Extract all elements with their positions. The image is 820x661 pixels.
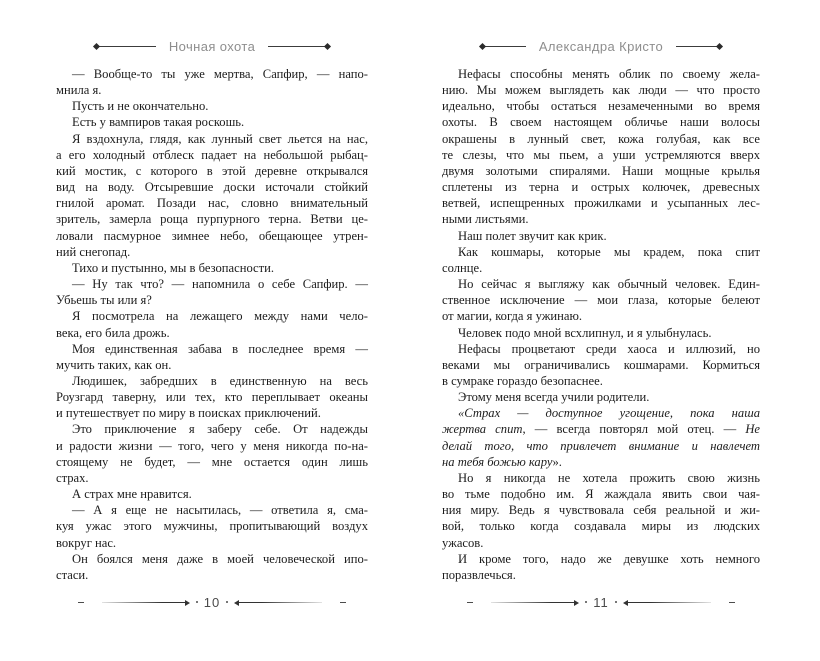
text-line: Но я никогда не хотела прожить свою жизнь <box>458 470 760 485</box>
folio-dot-icon <box>585 601 587 603</box>
ornament-rule <box>268 46 325 47</box>
paragraph <box>442 276 760 324</box>
italic-text-segment: Не <box>745 422 760 437</box>
text-line: Роузгард таверну, или тех, кто переплывает океаны <box>56 390 368 405</box>
paragraph <box>56 98 368 114</box>
text-line: двумя золотыми спиралями. Наши мощные крылья <box>442 163 760 178</box>
text-segment: ». <box>552 454 562 469</box>
text-line: кий мостик, с которого в этой деревне открывался <box>56 163 368 178</box>
paragraph <box>442 244 760 276</box>
folio-tick-icon <box>340 602 346 603</box>
text-line: окрашены в лунный свет, кожа голубая, как все <box>442 131 760 146</box>
text-line: стаси. <box>56 567 89 582</box>
folio-tick-icon <box>78 602 84 603</box>
running-head-title-right: Александра Кристо <box>538 39 664 54</box>
paragraph <box>442 66 760 228</box>
text-line: поразвлечься. <box>442 567 516 582</box>
text-line: гнилой аромат. Позади нас, словно внимательный <box>56 196 368 211</box>
paragraph <box>56 260 368 276</box>
italic-text-segment: «Страх — доступное угощение, пока наша <box>458 406 760 421</box>
text-line: ными листьями. <box>442 212 529 227</box>
ornament-diamond-icon <box>479 43 486 50</box>
text-line: Я вздохнула, глядя, как лунный свет льется на нас, <box>72 131 368 146</box>
text-line: Нефасы процветают среди хаоса и иллюзий, но <box>458 341 760 356</box>
running-head-title-left: Ночная охота <box>168 39 256 54</box>
paragraph <box>56 114 368 130</box>
text-line: Человек подо мной всхлипнул, и я улыбнулась. <box>458 325 712 340</box>
text-line: Моя единственная забава в последнее время — <box>72 341 368 356</box>
italic-text-segment: на тебя божью кару <box>442 454 553 469</box>
text-line: веками мы ограничивались кошмарами. Кормиться <box>442 357 760 372</box>
folio-dot-icon <box>615 601 617 603</box>
ornament-diamond-icon <box>324 43 331 50</box>
paragraph <box>442 405 760 470</box>
page-right <box>442 38 760 610</box>
ornament-rule <box>485 46 526 47</box>
paragraph <box>56 308 368 340</box>
text-line: во тьме подобно им. Я жаждала явить свои чая- <box>442 487 760 502</box>
folio-rule-right-icon <box>236 602 322 603</box>
text-line: — А я еще не насытилась, — ответила я, сма- <box>72 503 368 518</box>
text-line: стоящему не будет, — мне остается один лишь <box>56 454 368 469</box>
paragraph <box>56 551 368 583</box>
text-line: Как кошмары, которые мы крадем, пока спит <box>458 244 760 259</box>
text-line: Нефасы способны менять облик по своему жела- <box>458 67 760 81</box>
paragraph <box>56 373 368 421</box>
text-line: охоты. В своем настоящем обличье наши волосы <box>442 115 760 130</box>
folio-right <box>442 594 760 610</box>
paragraph <box>442 389 760 405</box>
text-line: куя ужас этого мужчины, пропитывающий воздух <box>56 519 368 534</box>
text-line: ужасов. <box>442 535 484 550</box>
text-line: И кроме того, надо же девушке хоть немного <box>458 551 760 566</box>
folio-dot-icon <box>226 601 228 603</box>
text-line: А страх мне нравится. <box>72 487 192 502</box>
text-line <box>442 438 760 454</box>
paragraph <box>56 421 368 486</box>
folio-rule-left-icon <box>491 602 577 603</box>
text-line <box>442 421 760 437</box>
text-line: вид на воду. Отсыревшие доски источали стойкий <box>56 180 368 195</box>
text-line: те слезы, что мы пьем, а уши устремляются вверх <box>442 147 760 162</box>
ornament-diamond-icon <box>716 43 723 50</box>
folio-tick-icon <box>729 602 735 603</box>
page-body-right <box>442 66 760 583</box>
text-line: Тихо и пустынно, мы в безопасности. <box>72 260 275 275</box>
text-line <box>442 454 760 470</box>
paragraph <box>56 486 368 502</box>
text-line: Наш полет звучит как крик. <box>458 228 607 243</box>
folio-left <box>56 594 368 610</box>
text-line: Убьешь ты или я? <box>56 293 152 308</box>
text-line <box>442 405 760 421</box>
paragraph <box>442 228 760 244</box>
text-line: а его холодный отблеск падает на небольшой рыбац- <box>56 147 368 162</box>
italic-text-segment: делай того, что привлечет внимание и навлечет <box>442 438 760 453</box>
text-line: Я посмотрела на лежащего между нами чело- <box>72 309 368 324</box>
text-line: Он боялся меня даже в моей человеческой ипо- <box>72 551 368 566</box>
paragraph <box>442 341 760 389</box>
paragraph <box>442 470 760 551</box>
text-line: Людишек, забредших в единственную на весь <box>72 373 368 388</box>
ornament-rule <box>676 46 717 47</box>
folio-rule-left-icon <box>102 602 188 603</box>
italic-text-segment: жертва спит <box>442 422 523 437</box>
text-line: солнце. <box>442 260 483 275</box>
text-line: ний снегопад. <box>56 244 131 259</box>
text-line: — Ну так что? — напомнила о себе Сапфир. — <box>72 277 368 292</box>
text-line: сплетены из терна и острых колючек, древесных <box>442 180 760 195</box>
page-body-left <box>56 66 368 583</box>
text-line: Этому меня всегда учили родители. <box>458 390 650 405</box>
text-line: Это приключение я заберу себе. От надежды <box>72 422 368 437</box>
text-line: мучить таких, как он. <box>56 357 172 372</box>
folio-tick-icon <box>467 602 473 603</box>
text-line: — Вообще-то ты уже мертва, Сапфир, — напо- <box>72 67 368 81</box>
text-line: ветвей, испещренных прожилками и усыпанных лес- <box>442 196 760 211</box>
page-left <box>56 38 368 610</box>
text-line: ственное исключение — мои глаза, которые белеют <box>442 293 760 308</box>
text-line: нию. Мы можем выглядеть как люди — что просто <box>442 83 760 98</box>
text-line: мнила я. <box>56 83 102 98</box>
text-line: вокруг нас. <box>56 535 117 550</box>
text-line: страх. <box>56 470 89 485</box>
page-number-right: 11 <box>593 594 609 610</box>
page-number-left: 10 <box>203 594 221 610</box>
text-line: и путешествует по миру в поисках приключений. <box>56 406 321 421</box>
text-segment: , — всегда повторял мой отец. — <box>522 422 746 437</box>
running-head-left <box>94 38 330 55</box>
paragraph <box>442 551 760 583</box>
text-line: и радости жизни — того, чего у меня никогда по-на- <box>56 438 368 453</box>
text-line: Есть у вампиров такая роскошь. <box>72 115 245 130</box>
text-line: идеально, чтобы остаться незамеченными во время <box>442 99 760 114</box>
text-line: в сумраке гораздо безопаснее. <box>442 373 603 388</box>
text-line: от магии, когда я ужинаю. <box>442 309 583 324</box>
text-line: Пусть и не окончательно. <box>72 99 209 114</box>
paragraph <box>56 276 368 308</box>
paragraph <box>56 66 368 98</box>
text-line: ловали пасмурное зимнее небо, обещающее утрен- <box>56 228 368 243</box>
text-line: века, его била дрожь. <box>56 325 170 340</box>
text-line: вой, только когда создавала миры из людских <box>442 519 760 534</box>
text-line: ния миру. Ведь я чувствовала себя реальной и жи- <box>442 503 760 518</box>
text-line: Но сейчас я выгляжу как обычный человек. Един- <box>458 277 760 292</box>
folio-dot-icon <box>196 601 198 603</box>
paragraph <box>442 325 760 341</box>
ornament-rule <box>99 46 156 47</box>
paragraph <box>56 131 368 260</box>
paragraph <box>56 341 368 373</box>
folio-rule-right-icon <box>625 602 711 603</box>
running-head-right <box>480 38 722 55</box>
text-line: зритель, замерла роща пурпурного терна. Ветви це- <box>56 212 368 227</box>
paragraph <box>56 502 368 550</box>
ornament-diamond-icon <box>93 43 100 50</box>
